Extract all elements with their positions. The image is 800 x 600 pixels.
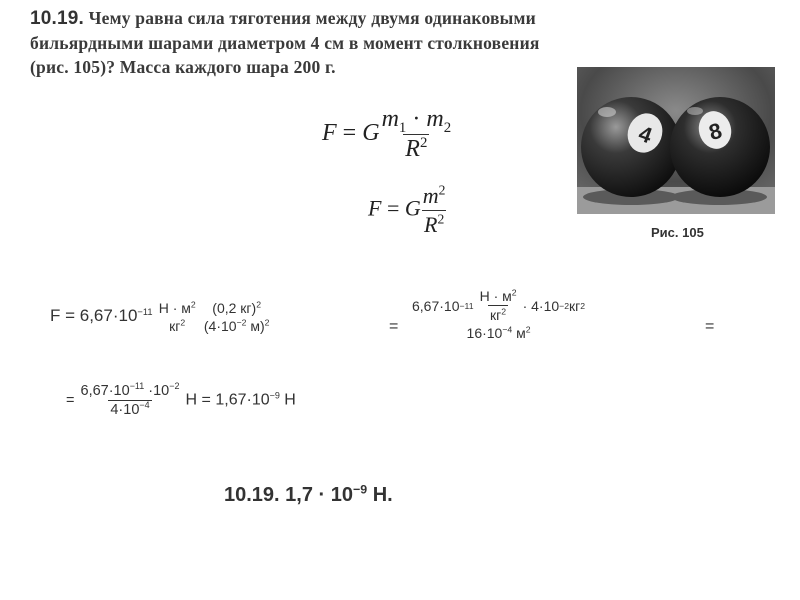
answer-label: 10.19.	[224, 484, 280, 506]
calculation-simplified: 6,67·10 −11 $\frac{Н \cdot м^2}{кг^2}$ · 4·10 −2 кг 2 $16\cdot 10^{-4}$ $м^2$	[412, 287, 586, 341]
problem-line-3: (рис. 105)? Масса каждого шара 200 г.	[30, 57, 336, 77]
formula-general: F = G $\frac{m_1 \cdot m_2}{R^2}$	[322, 106, 452, 162]
problem-line-2: бильярдными шарами диаметром 4 см в момент столкновения	[30, 33, 540, 53]
answer-value: 1,7 · 10	[285, 484, 353, 506]
ball-4-number: 4	[635, 120, 656, 149]
problem-number: 10.19.	[30, 8, 85, 29]
units-fraction: $Н \cdot м^2$ $кг^2$	[158, 299, 196, 334]
calculation-substitution: $F = 6,67\cdot 10^{-11}$ $Н \cdot м^2$ $кг^2$ (0,2 кг)$^2$ ($4\cdot 10^{-2}$ м)$^2$	[50, 299, 270, 334]
ball-4-shape	[581, 97, 681, 197]
problem-line-1: 10.19. Чему равна сила тяготения между двумя одинаковыми	[30, 8, 536, 29]
calculation-result: = $\frac{6,67\cdot 10^{-11} \cdot 10^{-2}}{4\cdot 10^{-4}}$ $Н = 1,67\cdot 10^{-9}$ Н	[66, 381, 296, 418]
equals-sign-2: =	[705, 318, 715, 335]
formula-equal-masses: F = G $\frac{m^2}{R^2}$	[368, 182, 446, 237]
formula-general-fraction: $\frac{m_1 \cdot m_2}{R^2}$	[381, 106, 452, 162]
answer-unit: Н.	[372, 484, 393, 506]
equals-sign-1: =	[389, 318, 399, 335]
ball-8-number: 8	[706, 117, 725, 146]
mass-distance-fraction: (0,2 кг)$^2$ ($4\cdot 10^{-2}$ м)$^2$	[203, 299, 270, 334]
answer: 10.19. $1,7 \cdot 10^{-9}$ Н.	[224, 482, 393, 506]
formula-equal-masses-fraction: $\frac{m^2}{R^2}$	[422, 182, 446, 237]
figure-caption: Рис. 105	[651, 225, 704, 240]
billiard-balls-photo	[577, 67, 775, 214]
